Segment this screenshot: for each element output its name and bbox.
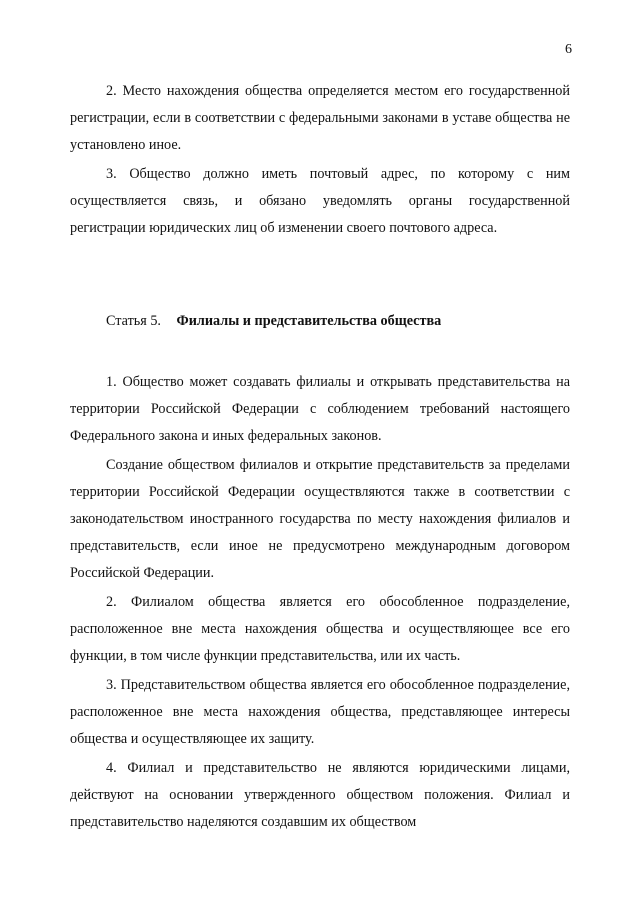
paragraph-branches-abroad: Создание обществом филиалов и открытие представительств за пределами территории Российской Федерации осуществляются также в соответствии с законодательством иностранного государства по месту нахождения филиалов и представительств, если иное не предусмотрено международным договором Российской Федерации. <box>70 457 570 581</box>
page-number: 6 <box>565 42 572 57</box>
paragraph-postal-address: 3. Общество должно иметь почтовый адрес, по которому с ним осуществляется связь, и обязано уведомлять органы государственной регистрации юридических лиц об изменении своего почтового адреса. <box>70 166 570 236</box>
paragraph-location: 2. Место нахождения общества определяется местом его государственной регистрации, если в соответствии с федеральными законами в уставе общества не установлено иное. <box>70 83 570 153</box>
paragraph-legal-status: 4. Филиал и представительство не являются юридическими лицами, действуют на основании утвержденного обществом положения. Филиал и представительство наделяются создавшим их обществом <box>70 760 570 830</box>
article-heading <box>70 308 570 335</box>
paragraph-representation-definition: 3. Представительством общества является его обособленное подразделение, расположенное вне места нахождения общества, представляющее интересы общества и осуществляющее их защиту. <box>70 677 570 747</box>
paragraph-branches-create: 1. Общество может создавать филиалы и открывать представительства на территории Российской Федерации с соблюдением требований настоящего Федерального закона и иных федеральных законов. <box>70 374 570 444</box>
document-body <box>70 78 570 838</box>
article-title: Филиалы и представительства общества <box>176 313 442 329</box>
paragraph-branch-definition: 2. Филиалом общества является его обособленное подразделение, расположенное вне места нахождения общества и осуществляющее все его функции, в том числе функции представительства, или их часть. <box>70 594 570 664</box>
section-gap <box>70 244 570 308</box>
article-number: Статья 5. <box>106 313 161 329</box>
